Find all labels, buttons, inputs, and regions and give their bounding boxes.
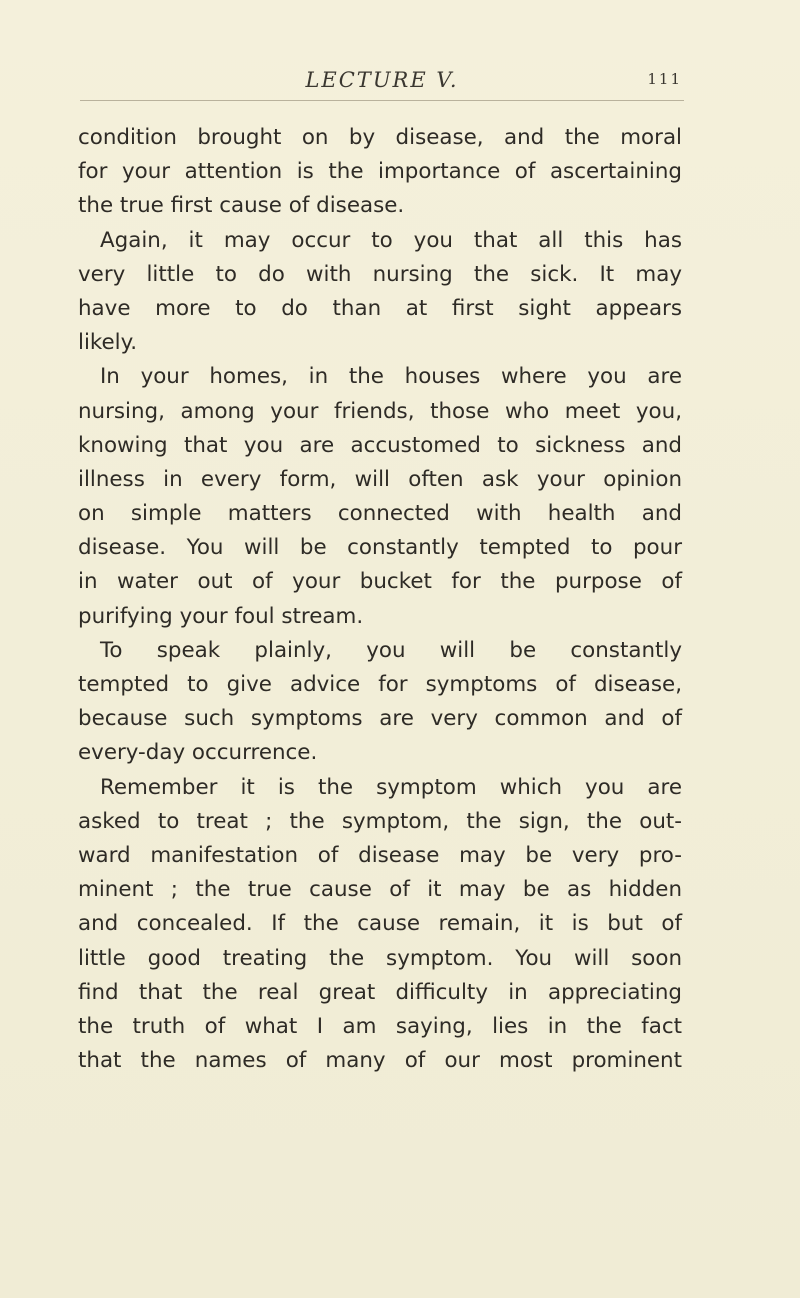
text-line: for your attention is the importance of ascertaining bbox=[78, 159, 682, 185]
text-line: nursing, among your friends, those who meet you, bbox=[78, 398, 682, 424]
text-line: Remember it is the symptom which you are bbox=[100, 774, 682, 800]
text-line: knowing that you are accustomed to sickness and bbox=[78, 432, 682, 458]
text-line: every-day occurrence. bbox=[78, 740, 318, 766]
text-line: very little to do with nursing the sick. It may bbox=[78, 261, 682, 287]
text-line: the true first cause of disease. bbox=[78, 193, 405, 219]
text-line: In your homes, in the houses where you are bbox=[100, 364, 682, 390]
text-line: Again, it may occur to you that all this has bbox=[100, 227, 682, 253]
text-line: because such symptoms are very common and of bbox=[78, 706, 682, 732]
text-line: the truth of what I am saying, lies in the fact bbox=[78, 1013, 682, 1039]
text-line: minent ; the true cause of it may be as hidden bbox=[78, 877, 682, 903]
text-line: little good treating the symptom. You will soon bbox=[78, 945, 682, 971]
text-line: and concealed. If the cause remain, it is but of bbox=[78, 911, 682, 937]
text-line: that the names of many of our most prominent bbox=[78, 1048, 682, 1074]
text-line: To speak plainly, you will be constantly bbox=[100, 637, 682, 663]
text-line: disease. You will be constantly tempted to pour bbox=[78, 535, 682, 561]
running-head bbox=[78, 68, 686, 102]
text-line: likely. bbox=[78, 330, 138, 356]
header-rule bbox=[80, 100, 684, 101]
page-number: 111 bbox=[647, 70, 682, 88]
text-line: tempted to give advice for symptoms of disease, bbox=[78, 672, 682, 697]
body-text bbox=[78, 121, 682, 1078]
text-line: illness in every form, will often ask your opinion bbox=[78, 466, 682, 492]
running-title: LECTURE V. bbox=[305, 68, 459, 92]
text-line: purifying your foul stream. bbox=[78, 603, 364, 629]
text-line: find that the real great difficulty in appreciating bbox=[78, 979, 682, 1005]
text-line: in water out of your bucket for the purpose of bbox=[78, 569, 682, 595]
text-line: have more to do than at first sight appears bbox=[78, 295, 682, 321]
text-line: asked to treat ; the symptom, the sign, the out- bbox=[78, 808, 682, 834]
text-line: on simple matters connected with health and bbox=[78, 501, 682, 527]
text-line: ward manifestation of disease may be very pro- bbox=[78, 842, 682, 868]
text-line: condition brought on by disease, and the moral bbox=[78, 125, 682, 150]
